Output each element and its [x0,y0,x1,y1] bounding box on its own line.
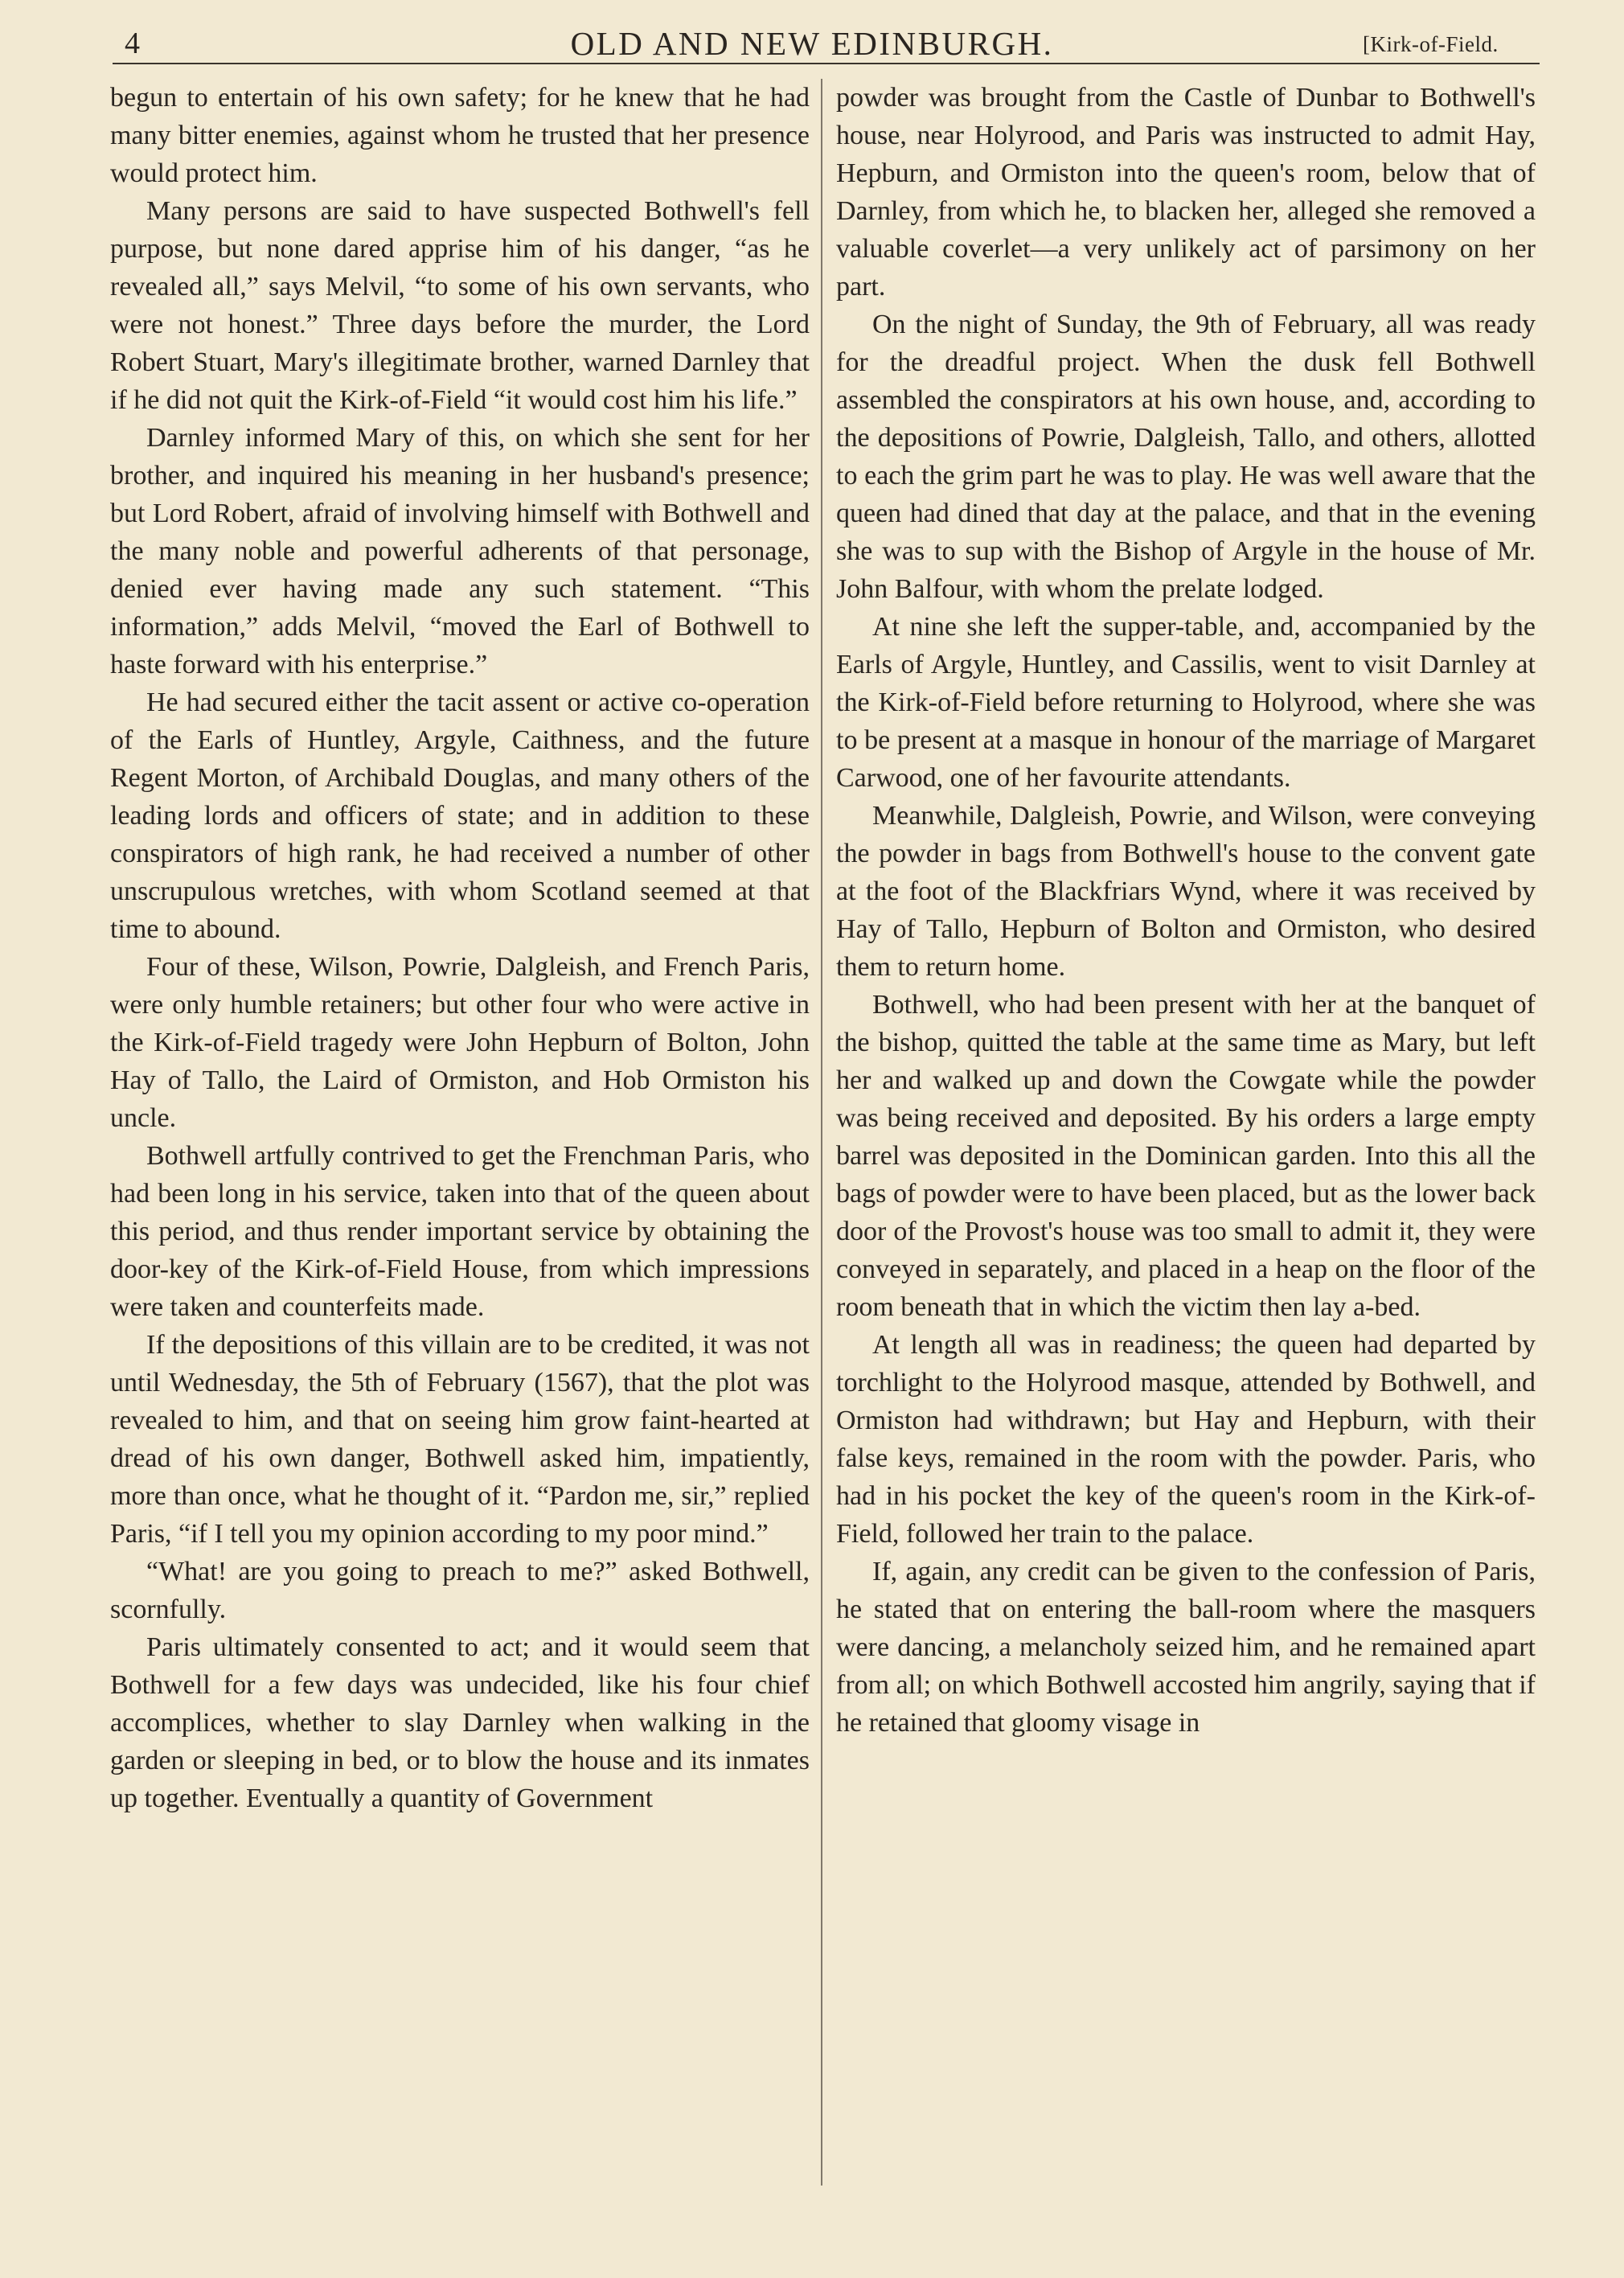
paragraph: On the night of Sunday, the 9th of February, all was ready for the dreadful project. When the dusk fell Bothwell assembled the conspirators at his own house, and, according to the depositions of Powrie, Dalgleish, Tallo, and others, allotted to each the grim part he was to play. He was well aware that the queen had dined that day at the palace, and that in the evening she was to sup with the Bishop of Argyle in the house of Mr. John Balfour, with whom the prelate lodged. [836,310,1536,604]
paragraph: At nine she left the supper-table, and, accompanied by the Earls of Argyle, Huntley, and Cassilis, went to visit Darnley at the Kirk-of-Field before returning to Holyrood, where she was to be present at a masque in honour of the marriage of Margaret Carwood, one of her favourite attendants. [836,612,1536,793]
paragraph: If, again, any credit can be given to the confession of Paris, he stated that on entering the ball-room where the masquers were dancing, a melancholy seized him, and he remained apart from all; on which Bothwell accosted him angrily, saying that if he retained that gloomy visage in [836,1557,1536,1738]
paragraph: Many persons are said to have suspected Bothwell's fell purpose, but none dared apprise him of his danger, “as he revealed all,” says Melvil, “to some of his own servants, who were not honest.” Three days before the murder, the Lord Robert Stuart, Mary's illegitimate brother, warned Darnley that if he did not quit the Kirk-of-Field “it would cost him his life.” [110,196,810,415]
paragraph: He had secured either the tacit assent or active co-operation of the Earls of Huntley, Argyle, Caithness, and the future Regent Morton, of Archibald Douglas, and many others of the leading lords and officers of state; and in addition to these conspirators of high rank, he had received a number of other unscrupulous wretches, with whom Scotland seemed at that time to abound. [110,688,810,944]
paragraph: If the depositions of this villain are to be credited, it was not until Wednesday, the 5th of February (1567), that the plot was revealed to him, and that on seeing him grow faint-hearted at dread of his own danger, Bothwell asked him, impatiently, more than once, what he thought of it. “Pardon me, sir,” replied Paris, “if I tell you my opinion according to my poor mind.” [110,1330,810,1549]
paragraph: Darnley informed Mary of this, on which she sent for her brother, and inquired his meaning in her husband's presence; but Lord Robert, afraid of involving himself with Bothwell and the many noble and powerful adherents of that personage, denied ever having made any such statement. “This information,” adds Melvil, “moved the Earl of Bothwell to haste forward with his enterprise.” [110,423,810,679]
page-number: 4 [125,27,140,60]
paragraph: begun to entertain of his own safety; for he knew that he had many bitter enemies, against whom he trusted that her presence would protect him. [110,83,810,188]
column-divider [821,79,822,2186]
right-column [836,79,1536,1742]
paragraph: Meanwhile, Dalgleish, Powrie, and Wilson, were conveying the powder in bags from Bothwell's house to the convent gate at the foot of the Blackfriars Wynd, where it was received by Hay of Tallo, Hepburn of Bolton and Ormiston, who desired them to return home. [836,801,1536,982]
paragraph: powder was brought from the Castle of Dunbar to Bothwell's house, near Holyrood, and Paris was instructed to admit Hay, Hepburn, and Ormiston into the queen's room, below that of Darnley, from which he, to blacken her, alleged she removed a valuable coverlet—a very unlikely act of parsimony on her part. [836,83,1536,302]
header-rule [113,63,1540,64]
paragraph: Paris ultimately consented to act; and it would seem that Bothwell for a few days was undecided, like his four chief accomplices, whether to slay Darnley when walking in the garden or sleeping in bed, or to blow the house and its inmates up together. Eventually a quantity of Government [110,1632,810,1813]
page-title: OLD AND NEW EDINBURGH. [570,25,1054,62]
paragraph: Bothwell artfully contrived to get the Frenchman Paris, who had been long in his service, taken into that of the queen about this period, and thus render important service by obtaining the door-key of the Kirk-of-Field House, from which impressions were taken and counterfeits made. [110,1141,810,1322]
left-column [110,79,810,1817]
running-header [0,24,1624,64]
section-title: [Kirk-of-Field. [1363,32,1499,56]
paragraph: “What! are you going to preach to me?” asked Bothwell, scornfully. [110,1557,810,1624]
paragraph: Bothwell, who had been present with her at the banquet of the bishop, quitted the table at the same time as Mary, but left her and walked up and down the Cowgate while the powder was being received and deposited. By his orders a large empty barrel was deposited in the Dominican garden. Into this all the bags of powder were to have been placed, but as the lower back door of the Provost's house was too small to admit it, they were conveyed in separately, and placed in a heap on the floor of the room beneath that in which the victim then lay a-bed. [836,990,1536,1322]
paragraph: Four of these, Wilson, Powrie, Dalgleish, and French Paris, were only humble retainers; but other four who were active in the Kirk-of-Field tragedy were John Hepburn of Bolton, John Hay of Tallo, the Laird of Ormiston, and Hob Ormiston his uncle. [110,952,810,1133]
paragraph: At length all was in readiness; the queen had departed by torchlight to the Holyrood masque, attended by Bothwell, and Ormiston had withdrawn; but Hay and Hepburn, with their false keys, remained in the room with the powder. Paris, who had in his pocket the key of the queen's room in the Kirk-of-Field, followed her train to the palace. [836,1330,1536,1549]
